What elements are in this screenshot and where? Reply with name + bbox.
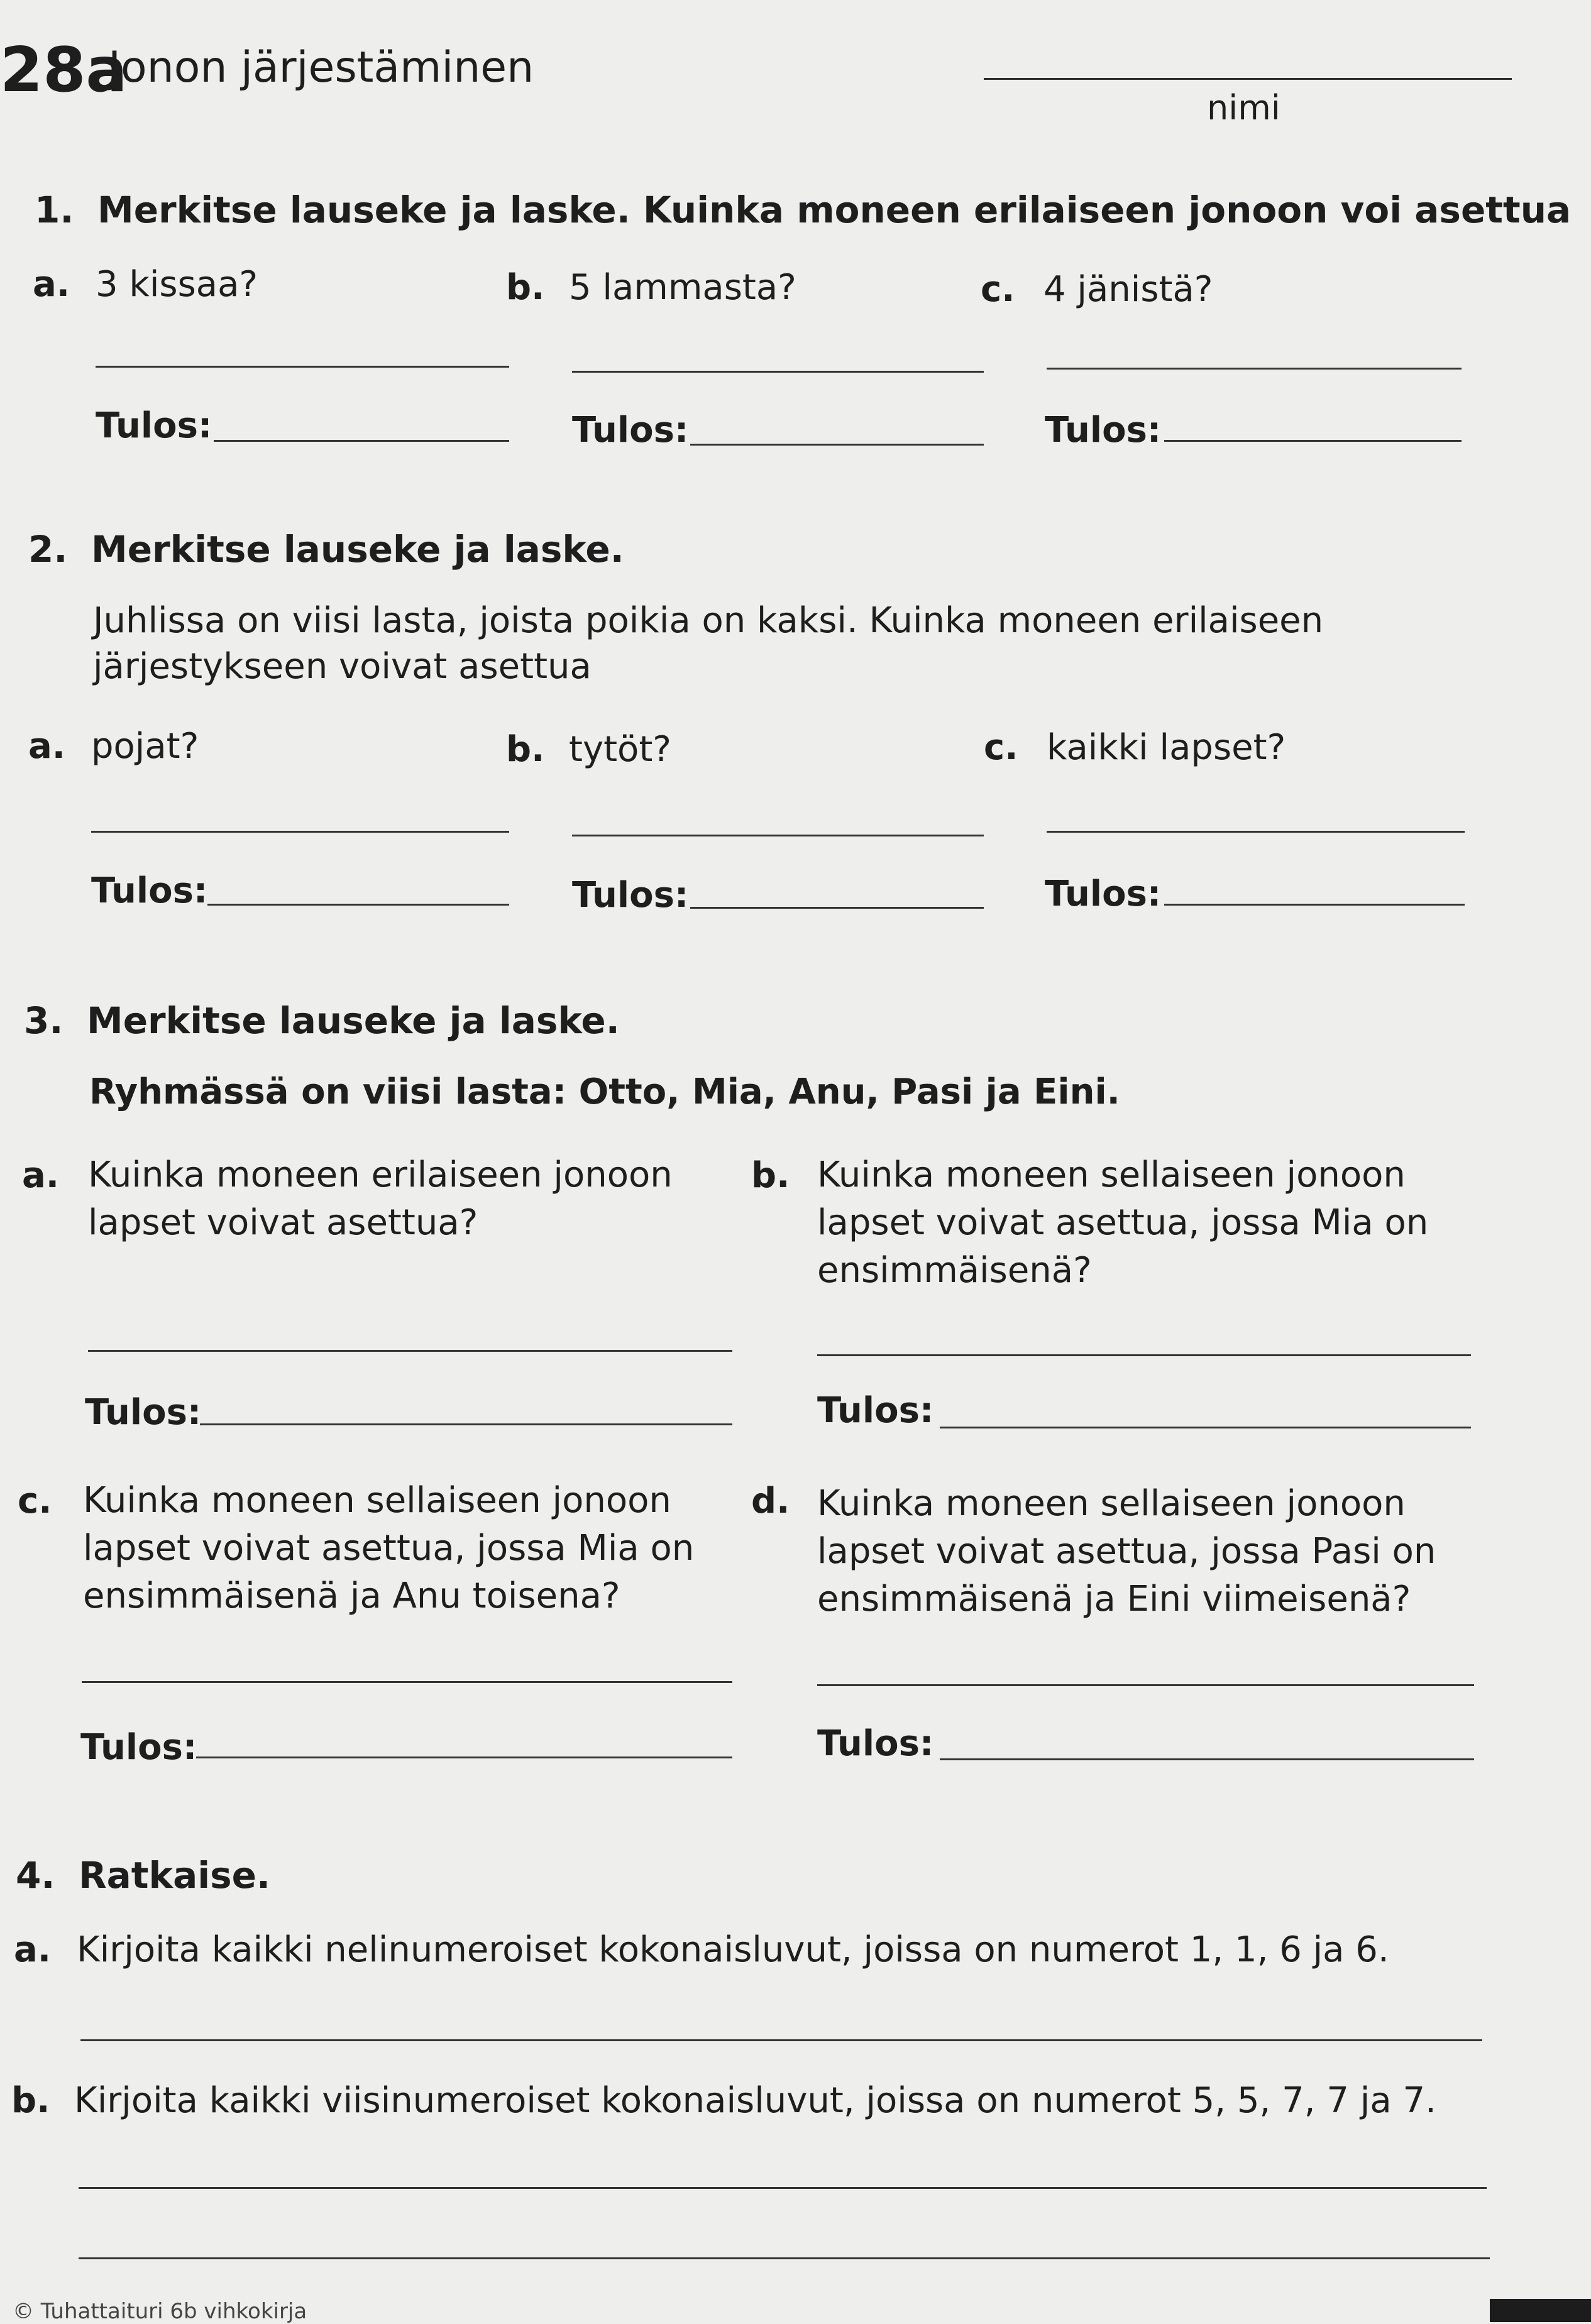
q4-item-b — [11, 2080, 1436, 2121]
q1-a-label: a. — [33, 264, 70, 305]
q3-context: Ryhmässä on viisi lasta: Otto, Mia, Anu, Pasi ja Eini. — [89, 1072, 1120, 1112]
question-2-prompt: Merkitse lauseke ja laske. — [91, 528, 624, 571]
q3-a-result-line[interactable] — [200, 1423, 732, 1425]
q1-c-expression-line[interactable] — [1047, 368, 1462, 370]
q1-c-text: 4 jänistä? — [1043, 269, 1213, 310]
q2-story-line-2: järjestykseen voivat asettua — [93, 646, 592, 687]
q1-item-a — [33, 264, 258, 305]
q2-c-result-label: Tulos: — [1045, 874, 1162, 914]
q3-d-label: d. — [751, 1481, 790, 1521]
q2-b-text: tytöt? — [569, 729, 671, 770]
q3-b-expression-line[interactable] — [817, 1354, 1471, 1356]
q4-b-answer-line-2[interactable] — [79, 2257, 1490, 2259]
q2-b-expression-line[interactable] — [572, 835, 984, 836]
q3-b-label: b. — [751, 1155, 790, 1196]
q1-b-expression-line[interactable] — [572, 371, 984, 373]
question-3-heading — [24, 999, 620, 1042]
q1-c-label: c. — [981, 269, 1015, 310]
q1-b-label: b. — [506, 267, 545, 308]
q2-a-result-line[interactable] — [207, 904, 509, 906]
q3-d-result-label: Tulos: — [817, 1723, 934, 1764]
q4-a-label: a. — [14, 1929, 52, 1970]
q3-c-text: Kuinka moneen sellaiseen jonoon lapset voivat asettua, jossa Mia on ensimmäisenä ja Anu toisena? — [83, 1480, 695, 1616]
q2-item-b — [506, 729, 671, 770]
q3-d-result-line[interactable] — [940, 1758, 1474, 1760]
q3-d-expression-line[interactable] — [817, 1684, 1474, 1686]
q2-story-line-1: Juhlissa on viisi lasta, joista poikia on kaksi. Kuinka moneen erilaiseen — [93, 600, 1324, 641]
q4-a-answer-line[interactable] — [80, 2039, 1482, 2041]
q2-b-result-label: Tulos: — [572, 875, 689, 916]
q2-a-result-label: Tulos: — [91, 870, 208, 911]
question-4-number: 4. — [16, 1854, 55, 1897]
q1-b-text: 5 lammasta? — [569, 267, 796, 308]
q1-b-result-line[interactable] — [690, 444, 984, 446]
q2-item-c — [984, 727, 1285, 768]
question-3-prompt: Merkitse lauseke ja laske. — [87, 999, 620, 1042]
q2-a-label: a. — [28, 726, 66, 767]
question-2-heading — [28, 528, 624, 571]
q3-d-text: Kuinka moneen sellaiseen jonoon lapset voivat asettua, jossa Pasi on ensimmäisenä ja Eini viimeisenä? — [817, 1483, 1436, 1620]
q2-b-result-line[interactable] — [690, 907, 984, 909]
q3-c-label: c. — [18, 1481, 52, 1521]
q3-c-result-label: Tulos: — [80, 1727, 197, 1768]
question-3-number: 3. — [24, 999, 63, 1042]
q4-b-label: b. — [11, 2080, 50, 2121]
q3-b-result-line[interactable] — [940, 1427, 1471, 1428]
q3-c-expression-line[interactable] — [82, 1681, 732, 1683]
q2-item-a — [28, 726, 199, 767]
worksheet-title: Jonon järjestäminen — [108, 43, 534, 92]
q1-c-result-line[interactable] — [1164, 440, 1462, 442]
q3-c-result-line[interactable] — [196, 1757, 732, 1758]
q1-b-result-label: Tulos: — [572, 410, 689, 451]
q2-a-expression-line[interactable] — [91, 831, 509, 833]
q2-c-result-line[interactable] — [1164, 904, 1465, 906]
q1-item-b — [506, 267, 796, 308]
page-corner-decoration — [1490, 2299, 1591, 2322]
question-4-heading — [16, 1854, 270, 1897]
name-label: nimi — [1207, 88, 1280, 128]
question-1-prompt: Merkitse lauseke ja laske. Kuinka moneen erilaiseen jonoon voi asettua — [97, 189, 1572, 231]
name-line[interactable] — [984, 78, 1512, 80]
q1-a-text: 3 kissaa? — [96, 264, 258, 305]
q2-c-expression-line[interactable] — [1047, 831, 1465, 833]
q3-b-text: Kuinka moneen sellaiseen jonoon lapset voivat asettua, jossa Mia on ensimmäisenä? — [817, 1154, 1429, 1291]
q3-a-result-label: Tulos: — [85, 1392, 202, 1433]
q4-b-answer-line-1[interactable] — [79, 2187, 1487, 2189]
copyright-footer: © Tuhattaituri 6b vihkokirja — [13, 2299, 307, 2324]
q2-b-label: b. — [506, 729, 545, 770]
q1-c-result-label: Tulos: — [1045, 410, 1162, 451]
question-1-number: 1. — [35, 189, 74, 231]
q3-a-text: Kuinka moneen erilaiseen jonoon lapset voivat asettua? — [88, 1154, 673, 1243]
worksheet-number-badge: 28a — [0, 35, 128, 106]
question-1-heading — [35, 189, 1571, 231]
q2-c-text: kaikki lapset? — [1047, 727, 1286, 768]
q4-b-text: Kirjoita kaikki viisinumeroiset kokonaisluvut, joissa on numerot 5, 5, 7, 7 ja 7. — [74, 2080, 1436, 2121]
q3-a-label: a. — [22, 1155, 60, 1196]
q2-a-text: pojat? — [91, 726, 199, 767]
q1-a-result-line[interactable] — [214, 440, 509, 442]
question-2-number: 2. — [28, 528, 68, 571]
q3-b-result-label: Tulos: — [817, 1390, 934, 1431]
question-4-prompt: Ratkaise. — [79, 1854, 271, 1897]
q4-item-a — [14, 1929, 1389, 1970]
q4-a-text: Kirjoita kaikki nelinumeroiset kokonaisluvut, joissa on numerot 1, 1, 6 ja 6. — [77, 1929, 1389, 1970]
q2-c-label: c. — [984, 727, 1018, 768]
q1-a-expression-line[interactable] — [96, 366, 509, 368]
q1-item-c — [981, 269, 1213, 310]
q1-a-result-label: Tulos: — [96, 405, 212, 446]
q3-a-expression-line[interactable] — [88, 1350, 732, 1352]
